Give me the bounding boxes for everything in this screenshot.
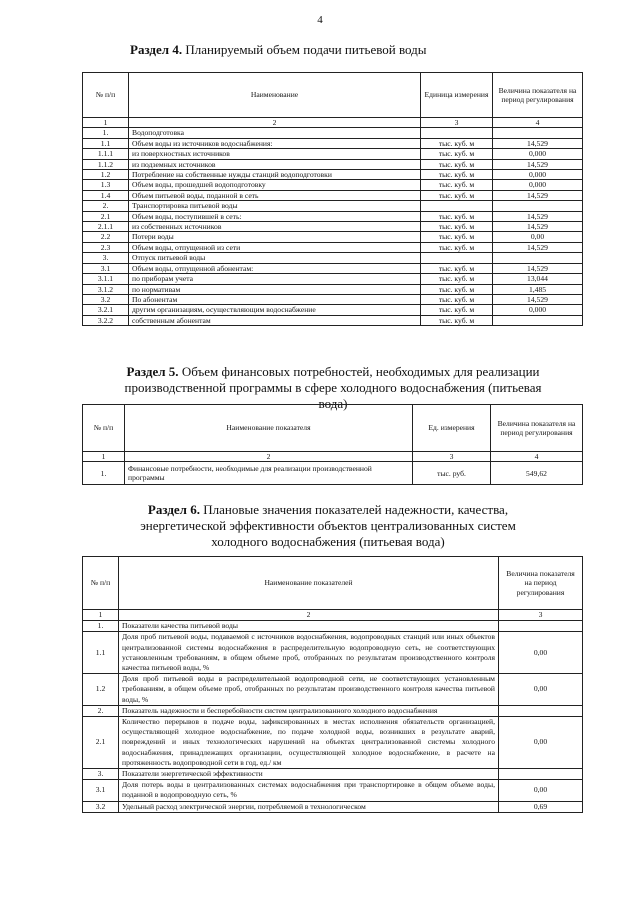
table-row — [83, 705, 583, 716]
row-unit: тыс. куб. м — [421, 170, 493, 180]
row-value: 14,529 — [493, 222, 583, 232]
row-unit: тыс. куб. м — [421, 242, 493, 252]
col-number: 2 — [119, 610, 499, 621]
column-number-row — [83, 118, 583, 128]
table-row — [83, 138, 583, 148]
table-row — [83, 232, 583, 242]
row-number: 2.1 — [83, 211, 129, 221]
row-number: 1.4 — [83, 190, 129, 200]
row-unit: тыс. куб. м — [421, 274, 493, 284]
table-row — [83, 674, 583, 706]
row-number: 3.1 — [83, 263, 129, 273]
row-unit: тыс. куб. м — [421, 138, 493, 148]
row-name: Доля проб питьевой воды, подаваемой с источников водоснабжения, водопроводных станций или иных объектов централизованной системы водоснабжения в распределительную водопроводную сеть, не соответствующих установленным требованиям, в общем объеме проб, отобранных по результатам производственного контроля качества питьевой воды, % — [119, 632, 499, 674]
col-header-value: Величина показателя на период регулирования — [499, 557, 583, 610]
table-row — [83, 632, 583, 674]
row-unit: тыс. куб. м — [421, 149, 493, 159]
row-unit: тыс. руб. — [413, 462, 491, 485]
row-name: по приборам учета — [129, 274, 421, 284]
row-number: 1.2 — [83, 674, 119, 706]
col-header-name: Наименование показателей — [119, 557, 499, 610]
row-name: Удельный расход электрической энергии, потребляемой в технологическом — [119, 801, 499, 812]
row-unit — [421, 128, 493, 138]
row-value: 1,485 — [493, 284, 583, 294]
row-value: 0,69 — [499, 801, 583, 812]
row-name: Объем питьевой воды, поданной в сеть — [129, 190, 421, 200]
col-number: 2 — [125, 452, 413, 462]
table-row — [83, 462, 583, 485]
col-number: 1 — [83, 118, 129, 128]
row-value: 0,000 — [493, 305, 583, 315]
row-value: 0,00 — [499, 780, 583, 801]
row-number: 1.1 — [83, 632, 119, 674]
row-name: Объем воды из источников водоснабжения: — [129, 138, 421, 148]
row-number: 3. — [83, 769, 119, 780]
row-number: 3.2.2 — [83, 315, 129, 325]
page-number: 4 — [317, 14, 323, 26]
col-number: 4 — [491, 452, 583, 462]
col-number: 1 — [83, 452, 125, 462]
row-number: 2.2 — [83, 232, 129, 242]
table-header-row — [83, 73, 583, 118]
row-name: Объем воды, отпущенной из сети — [129, 242, 421, 252]
col-header-unit: Единица измерения — [421, 73, 493, 118]
row-number: 3.1 — [83, 780, 119, 801]
col-number: 3 — [413, 452, 491, 462]
row-value: 14,529 — [493, 211, 583, 221]
row-name: Доля проб питьевой воды в распределительной водопроводной сети, не соответствующих установленным требованиям, в общем объеме проб, отобранных по результатам производственного контроля качества питьевой воды, % — [119, 674, 499, 706]
row-value: 0,000 — [493, 180, 583, 190]
row-number: 3.2 — [83, 294, 129, 304]
row-name: Показатели энергетической эффективности — [119, 769, 499, 780]
row-number: 2. — [83, 705, 119, 716]
row-value — [493, 128, 583, 138]
row-value: 14,529 — [493, 159, 583, 169]
table-row — [83, 128, 583, 138]
table-row — [83, 211, 583, 221]
row-number: 1. — [83, 462, 125, 485]
row-number: 1. — [83, 128, 129, 138]
row-value — [493, 253, 583, 263]
row-name: из подземных источников — [129, 159, 421, 169]
water-supply-table — [82, 72, 583, 326]
row-name: из собственных источников — [129, 222, 421, 232]
row-unit: тыс. куб. м — [421, 190, 493, 200]
row-unit: тыс. куб. м — [421, 232, 493, 242]
col-header-unit: Ед. измерения — [413, 405, 491, 452]
row-name: Транспортировка питьевой воды — [129, 201, 421, 211]
row-name: Объем воды, отпущенной абонентам: — [129, 263, 421, 273]
table-row — [83, 190, 583, 200]
row-unit: тыс. куб. м — [421, 180, 493, 190]
row-name: Показатели качества питьевой воды — [119, 621, 499, 632]
table-row — [83, 222, 583, 232]
column-number-row — [83, 610, 583, 621]
row-value — [499, 621, 583, 632]
row-name: Объем воды, прошедшей водоподготовку — [129, 180, 421, 190]
col-number: 3 — [499, 610, 583, 621]
row-number: 3. — [83, 253, 129, 263]
row-value — [499, 705, 583, 716]
row-value: 13,044 — [493, 274, 583, 284]
row-number: 3.1.1 — [83, 274, 129, 284]
col-number: 3 — [421, 118, 493, 128]
row-name: Доля потерь воды в централизованных системах водоснабжения при транспортировке в общем объеме воды, поданной в водопроводную сеть, % — [119, 780, 499, 801]
row-value: 0,00 — [499, 674, 583, 706]
row-number: 3.2.1 — [83, 305, 129, 315]
row-value — [493, 315, 583, 325]
table-row — [83, 717, 583, 769]
row-unit: тыс. куб. м — [421, 159, 493, 169]
row-number: 1.1.1 — [83, 149, 129, 159]
col-number: 1 — [83, 610, 119, 621]
table-row — [83, 284, 583, 294]
row-unit — [421, 253, 493, 263]
row-number: 1.2 — [83, 170, 129, 180]
row-name: из поверхностных источников — [129, 149, 421, 159]
row-unit: тыс. куб. м — [421, 211, 493, 221]
table-row — [83, 780, 583, 801]
row-value: 14,529 — [493, 138, 583, 148]
row-name: Потребление на собственные нужды станций водоподготовки — [129, 170, 421, 180]
row-number: 1. — [83, 621, 119, 632]
row-name: Объем воды, поступившей в сеть: — [129, 211, 421, 221]
table-row — [83, 769, 583, 780]
col-header-number: № п/п — [83, 73, 129, 118]
table-row — [83, 305, 583, 315]
table-header-row — [83, 557, 583, 610]
row-number: 2.3 — [83, 242, 129, 252]
table-row — [83, 201, 583, 211]
row-name: Финансовые потребности, необходимые для реализации производственной программы — [125, 462, 413, 485]
section-4-title — [130, 42, 427, 58]
row-number: 2. — [83, 201, 129, 211]
col-header-number: № п/п — [83, 557, 119, 610]
row-unit: тыс. куб. м — [421, 315, 493, 325]
row-unit: тыс. куб. м — [421, 305, 493, 315]
col-number: 2 — [129, 118, 421, 128]
table-row — [83, 149, 583, 159]
row-value: 0,00 — [499, 632, 583, 674]
table-row — [83, 801, 583, 812]
row-name: Количество перерывов в подаче воды, зафиксированных в местах исполнения обязательств организацией, осуществляющей холодное водоснабжение, по подаче холодной воды, возникших в результате аварий, повреждений и иных технологических нарушений на объектах централизованной системы холодного водоснабжения, принадлежащих организации, осуществляющей холодное водоснабжение, в расчете на протяженность водопроводной сети в год, ед./ км — [119, 717, 499, 769]
row-value: 0,00 — [499, 717, 583, 769]
row-number: 1.1 — [83, 138, 129, 148]
row-value: 0,000 — [493, 149, 583, 159]
section-4-heading: Планируемый объем подачи питьевой воды — [185, 42, 427, 57]
row-unit — [421, 201, 493, 211]
row-name: собственным абонентам — [129, 315, 421, 325]
table-row — [83, 315, 583, 325]
table-row — [83, 263, 583, 273]
row-value: 0,00 — [493, 232, 583, 242]
section-6-prefix: Раздел 6. — [147, 502, 200, 517]
section-6-title — [112, 502, 544, 550]
table-row — [83, 170, 583, 180]
reliability-indicators-table — [82, 556, 583, 813]
table-row — [83, 242, 583, 252]
col-header-value: Величина показателя на период регулирования — [491, 405, 583, 452]
column-number-row — [83, 452, 583, 462]
table-row — [83, 294, 583, 304]
row-value: 14,529 — [493, 190, 583, 200]
col-number: 4 — [493, 118, 583, 128]
section-6-heading: Плановые значения показателей надежности, качества, энергетической эффективности объектов централизованных систем холодного водоснабжения (питьевая вода) — [140, 502, 516, 549]
row-name: Потери воды — [129, 232, 421, 242]
table-header-row — [83, 405, 583, 452]
row-value: 14,529 — [493, 294, 583, 304]
row-number: 1.1.2 — [83, 159, 129, 169]
row-name: другим организациям, осуществляющим водоснабжение — [129, 305, 421, 315]
col-header-value: Величина показателя на период регулирования — [493, 73, 583, 118]
row-name: По абонентам — [129, 294, 421, 304]
row-value — [493, 201, 583, 211]
table-row — [83, 253, 583, 263]
row-value: 14,529 — [493, 263, 583, 273]
section-4-prefix: Раздел 4. — [130, 42, 183, 57]
section-5-heading: Объем финансовых потребностей, необходимых для реализации производственной программы в сфере холодного водоснабжения (питьевая вода) — [124, 364, 542, 411]
row-value: 0,000 — [493, 170, 583, 180]
row-unit: тыс. куб. м — [421, 284, 493, 294]
row-unit: тыс. куб. м — [421, 222, 493, 232]
row-name: по нормативам — [129, 284, 421, 294]
col-header-name: Наименование показателя — [125, 405, 413, 452]
row-value: 549,62 — [491, 462, 583, 485]
row-unit: тыс. куб. м — [421, 263, 493, 273]
row-value: 14,529 — [493, 242, 583, 252]
financial-needs-table — [82, 404, 583, 485]
row-value — [499, 769, 583, 780]
table-row — [83, 180, 583, 190]
table-row — [83, 274, 583, 284]
col-header-name: Наименование — [129, 73, 421, 118]
table-row — [83, 159, 583, 169]
row-number: 2.1 — [83, 717, 119, 769]
row-number: 3.2 — [83, 801, 119, 812]
table-row — [83, 621, 583, 632]
col-header-number: № п/п — [83, 405, 125, 452]
row-number: 2.1.1 — [83, 222, 129, 232]
row-unit: тыс. куб. м — [421, 294, 493, 304]
section-5-prefix: Раздел 5. — [126, 364, 179, 379]
row-number: 3.1.2 — [83, 284, 129, 294]
row-name: Водоподготовка — [129, 128, 421, 138]
row-name: Показатель надежности и бесперебойности систем централизованного холодного водоснабжения — [119, 705, 499, 716]
row-number: 1.3 — [83, 180, 129, 190]
row-name: Отпуск питьевой воды — [129, 253, 421, 263]
